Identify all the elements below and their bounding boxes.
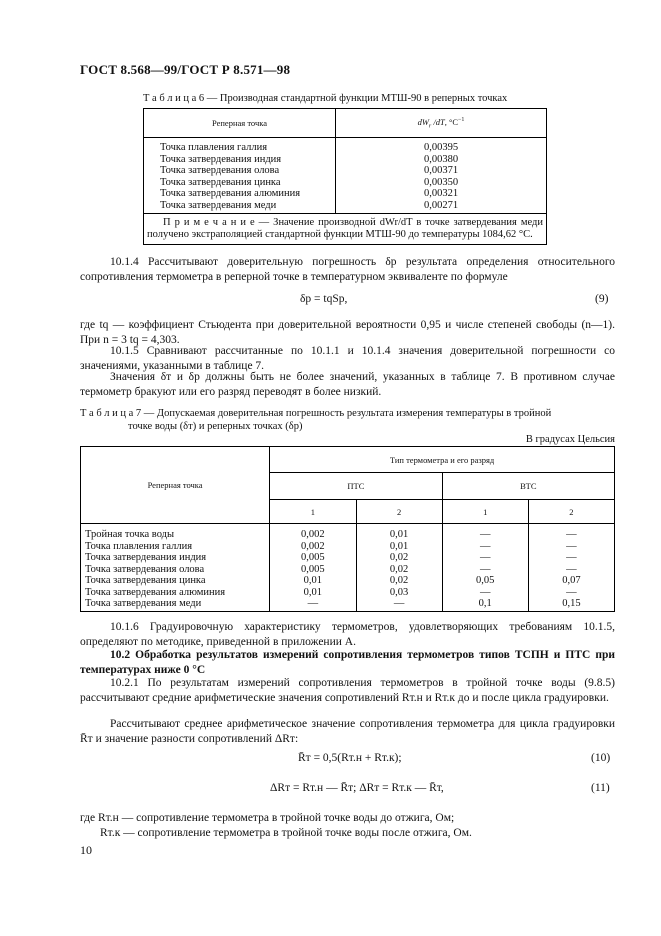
table7-sub-header: 1 [270, 500, 356, 524]
table-cell: — [566, 586, 577, 598]
table-cell: Точка затвердевания индия [85, 552, 207, 563]
table-cell: 0,02 [389, 563, 409, 575]
table-cell: — [566, 529, 577, 540]
table-cell: 0,02 [389, 575, 409, 586]
table-cell: — [479, 552, 491, 563]
table7-col-pts-2 [356, 524, 442, 612]
formula-11-number: (11) [591, 782, 610, 794]
table-cell: Точка затвердевания олова [160, 165, 280, 176]
table-cell: Точка затвердевания цинка [85, 575, 206, 586]
table-cell: Точка затвердевания индия [160, 153, 282, 165]
table7-col-pts-1 [270, 524, 356, 612]
table7-units: В градусах Цельсия [525, 434, 615, 445]
table-cell: 0,01 [389, 529, 409, 540]
formula-10-number: (10) [591, 752, 611, 764]
table7-col-vts-2 [528, 524, 614, 612]
table-cell: Точка затвердевания олова [85, 563, 205, 575]
table-cell: Тройная точка воды [85, 529, 175, 540]
table-cell: — [479, 529, 491, 540]
table7-group-header: Тип термометра и его разряд [270, 447, 615, 473]
table-cell: — [566, 552, 577, 563]
formula-10: R̄т = 0,5(Rт.н + Rт.к); [298, 752, 402, 764]
table7-col-vts-1 [442, 524, 528, 612]
table-cell: 0,01 [303, 575, 322, 586]
where-tq: где tq — коэффициент Стьюдента при доверительной вероятности 0,95 и числе степеней свободы (n—1). При n = 3 tq = 4,303. [80, 319, 615, 346]
formula-9: δр = tqSр, [300, 293, 348, 305]
table-cell: 0,00271 [423, 199, 459, 211]
table-cell: 0,01 [389, 540, 409, 552]
table-cell: 0,03 [389, 586, 409, 598]
table-cell: 0,07 [562, 575, 581, 586]
paragraph-10-1-6: 10.1.6 Градуировочную характеристику термометров, удовлетворяющих требованиям 10.1.5, определяют по методике, приведенной в приложении А. [80, 621, 615, 648]
table-cell: 0,002 [301, 529, 325, 540]
table7-caption-line1: Т а б л и ц а 7 — Допускаемая доверительная погрешность результата измерения температуры в тройной [80, 408, 552, 419]
table-cell: 0,01 [303, 586, 322, 598]
table-cell: 0,05 [476, 575, 495, 586]
table-cell: 0,00380 [423, 153, 459, 165]
table-cell: — [479, 540, 491, 552]
table-cell: — [566, 563, 577, 575]
table6 [143, 108, 547, 245]
table6-caption: Т а б л и ц а 6 — Производная стандартной функции МТШ-90 в реперных точках [143, 93, 508, 104]
table-cell: 0,00350 [423, 176, 459, 188]
table7-sub-header: 1 [442, 500, 528, 524]
document-header: ГОСТ 8.568—99/ГОСТ Р 8.571—98 [80, 62, 291, 77]
table-cell: Точка затвердевания алюминия [160, 188, 301, 199]
table-cell: — [393, 598, 405, 609]
table-cell: 0,1 [478, 598, 492, 609]
table7 [80, 446, 615, 612]
table-cell: — [566, 540, 577, 552]
paragraph-average: Рассчитывают среднее арифметическое значение сопротивления термометра для цикла градуировки R̄т и значение разности сопротивлений ΔRт: [80, 718, 615, 745]
table7-sub-header: 2 [528, 500, 614, 524]
table-cell: 0,15 [562, 598, 581, 609]
table6-points [144, 138, 336, 214]
table-cell: 0,00395 [423, 142, 459, 153]
table6-col2-header: $dW_r$ /dT, $^\circ C^{-1}$ [336, 109, 547, 138]
formula-9-number: (9) [595, 293, 609, 305]
table-cell: Точка затвердевания меди [160, 199, 277, 211]
table7-caption-line2: точке воды (δт) и реперных точках (δр) [128, 421, 303, 432]
table7-col1-header: Реперная точка [81, 447, 270, 524]
table-cell: 0,005 [301, 563, 325, 575]
table-cell: 0,00321 [423, 188, 459, 199]
table-cell: 0,02 [389, 552, 409, 563]
formula-11: ΔRт = Rт.н — R̄т; ΔRт = Rт.к — R̄т, [270, 782, 444, 794]
where-rtn: где Rт.н — сопротивление термометра в тройной точке воды до отжига, Ом; [80, 812, 455, 824]
table6-col1-header: Реперная точка [144, 109, 336, 138]
table7-points [81, 524, 270, 612]
paragraph-10-2-1: 10.2.1 По результатам измерений сопротивления термометров в тройной точке воды (9.8.5) рассчитывают средние арифметические значения сопротивлений Rт.н и Rт.к до и после цикла градуировки. [80, 677, 615, 704]
table-cell: — [479, 586, 491, 598]
paragraph-10-1-4: 10.1.4 Рассчитывают доверительную погрешность δр результата определения относительного сопротивления термометра в реперной точке в температурном эквиваленте по формуле [80, 256, 615, 283]
paragraph-10-1-5: 10.1.5 Сравнивают рассчитанные по 10.1.1 и 10.1.4 значения доверительной погрешности со значениями, указанными в таблице 7. [80, 345, 615, 372]
table-cell: Точка затвердевания алюминия [85, 586, 226, 598]
table-cell: 0,002 [301, 540, 325, 552]
table6-values [336, 138, 547, 214]
table-cell: Точка затвердевания меди [85, 598, 202, 609]
table7-type-pts: ПТС [270, 473, 443, 500]
where-rtk: Rт.к — сопротивление термометра в тройной точке воды после отжига, Ом. [100, 827, 472, 839]
table7-type-vts: ВТС [442, 473, 614, 500]
table-cell: — [479, 563, 491, 575]
page-number: 10 [80, 843, 92, 857]
table-cell: 0,005 [301, 552, 325, 563]
table-cell: Точка плавления галлия [85, 540, 193, 552]
table7-sub-header: 2 [356, 500, 442, 524]
paragraph-values: Значения δт и δр должны быть не более значений, указанных в таблице 7. В противном случае термометр бракуют или его разряд переводят в более низкий. [80, 371, 615, 398]
table-cell: Точка плавления галлия [160, 142, 268, 153]
table-cell: Точка затвердевания цинка [160, 176, 281, 188]
table-cell: 0,00371 [423, 165, 459, 176]
table-cell: — [307, 598, 319, 609]
section-heading-10-2: 10.2 Обработка результатов измерений сопротивления термометров типов ТСПН и ПТС при температурах ниже 0 °С [80, 649, 615, 676]
table6-note: П р и м е ч а н и е — Значение производной dWr/dT в точке затвердевания меди получено экстраполяцией стандартной функции МТШ-90 до температуры 1084,62 °С. [144, 214, 547, 245]
